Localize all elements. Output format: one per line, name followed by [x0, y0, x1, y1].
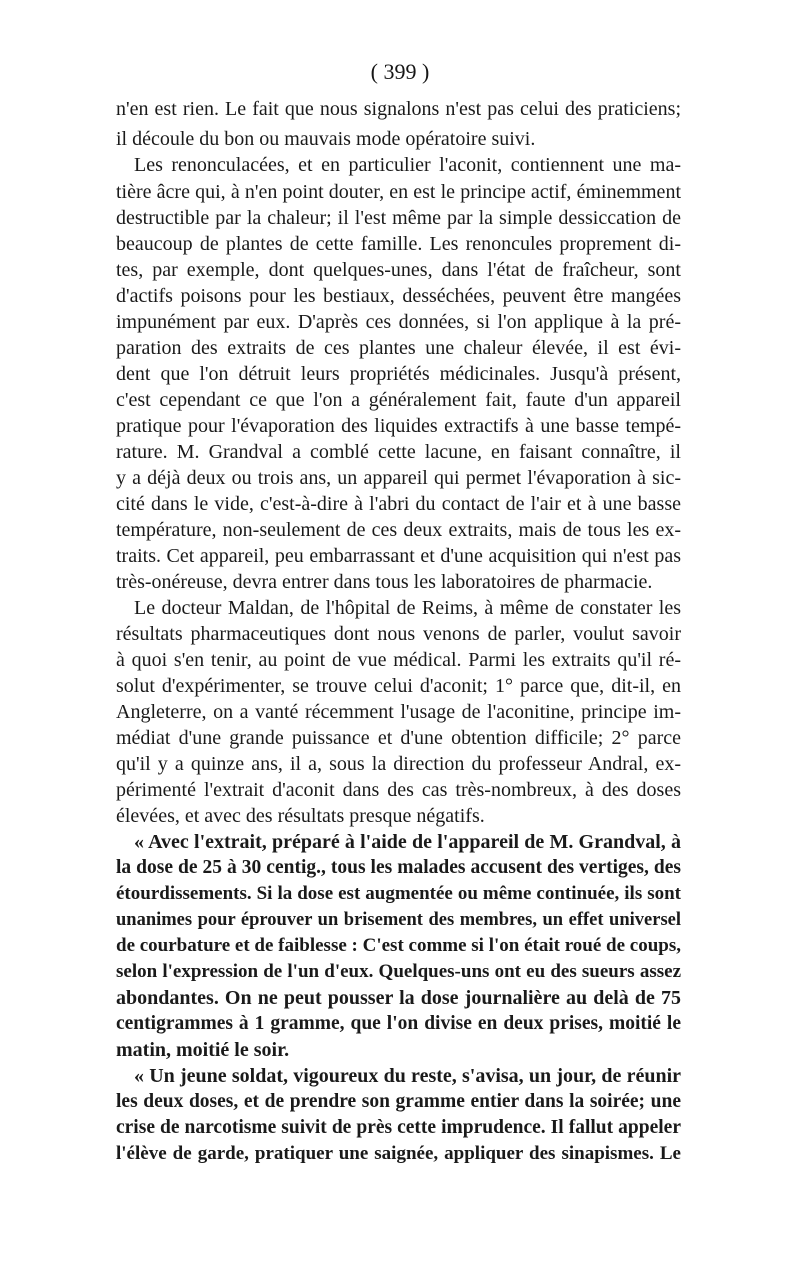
text-line: tière âcre qui, à n'en point douter, en est le principe actif, éminemment [116, 181, 681, 203]
text-line: traits. Cet appareil, peu embarrassant et d'une acquisition qui n'est pas [116, 545, 681, 567]
text-line: à quoi s'en tenir, au point de vue médical. Parmi les extraits qu'il ré- [116, 649, 681, 671]
text-line: centigrammes à 1 gramme, que l'on divise en deux prises, moitié le [116, 1013, 681, 1034]
text-line: rature. M. Grandval a comblé cette lacune, en faisant connaître, il [116, 441, 681, 463]
text-line: étourdissements. Si la dose est augmentée ou même continuée, ils sont [116, 883, 681, 904]
text-line: destructible par la chaleur; il l'est même par la simple dessiccation de [116, 207, 681, 229]
text-line: périmenté l'extrait d'aconit dans des cas très-nombreux, à des doses [116, 779, 681, 801]
text-line: résultats pharmaceutiques dont nous venons de parler, voulut savoir [116, 623, 681, 645]
text-line: pratique pour l'évaporation des liquides extractifs à une basse tempé- [116, 415, 681, 437]
body-text [116, 0, 681, 1262]
text-line: y a déjà deux ou trois ans, un appareil qui permet l'évaporation à sic- [116, 467, 681, 489]
text-line: selon l'expression de l'un d'eux. Quelques-uns ont eu des sueurs assez [116, 961, 681, 982]
text-line: de courbature et de faiblesse : C'est comme si l'on était roué de coups, [116, 935, 681, 956]
text-line: tes, par exemple, dont quelques-unes, dans l'état de fraîcheur, sont [116, 259, 681, 281]
text-line: c'est cependant ce que l'on a généralement fait, faute d'un appareil [116, 389, 681, 411]
text-line: élevées, et avec des résultats presque négatifs. [116, 805, 485, 827]
text-line: très-onéreuse, devra entrer dans tous les laboratoires de pharmacie. [116, 571, 653, 593]
text-line: d'actifs poisons pour les bestiaux, desséchées, peuvent être mangées [116, 285, 681, 307]
text-line: l'élève de garde, pratiquer une saignée, appliquer des sinapismes. Le [116, 1143, 681, 1164]
text-line: unanimes pour éprouver un brisement des membres, un effet universel [116, 910, 681, 930]
page-number: ( 399 ) [370, 59, 430, 84]
text-line: abondantes. On ne peut pousser la dose journalière au delà de 75 [116, 987, 681, 1009]
text-line: Angleterre, on a vanté récemment l'usage de l'aconitine, principe im- [116, 701, 681, 723]
text-line: n'en est rien. Le fait que nous signalons n'est pas celui des praticiens; [116, 98, 681, 120]
text-line: qu'il y a quinze ans, il a, sous la direction du professeur Andral, ex- [116, 753, 681, 775]
text-line: impunément par eux. D'après ces données, si l'on applique à la pré- [116, 311, 681, 333]
text-line: la dose de 25 à 30 centig., tous les malades accusent des vertiges, des [116, 857, 681, 878]
text-line: « Un jeune soldat, vigoureux du reste, s'avisa, un jour, de réunir [134, 1065, 681, 1087]
text-line: beaucoup de plantes de cette famille. Les renoncules proprement di- [116, 233, 681, 255]
text-line: médiat d'une grande puissance et d'une obtention difficile; 2° parce [116, 727, 681, 749]
text-line: température, non-seulement de ces deux extraits, mais de tous les ex- [116, 519, 681, 541]
text-line: dent que l'on détruit leurs propriétés médicinales. Jusqu'à présent, [116, 363, 681, 385]
text-line: les deux doses, et de prendre son gramme entier dans la soirée; une [116, 1091, 681, 1112]
text-line: « Avec l'extrait, préparé à l'aide de l'appareil de M. Grandval, à [134, 831, 681, 853]
text-line: crise de narcotisme suivit de près cette imprudence. Il fallut appeler [116, 1117, 681, 1138]
text-line: solut d'expérimenter, se trouve celui d'aconit; 1° parce que, dit-il, en [116, 675, 681, 697]
text-line: Le docteur Maldan, de l'hôpital de Reims, à même de constater les [134, 597, 681, 619]
text-line: matin, moitié le soir. [116, 1039, 290, 1061]
text-line: paration des extraits de ces plantes une chaleur élevée, il est évi- [116, 337, 681, 359]
text-line: il découle du bon ou mauvais mode opératoire suivi. [116, 128, 536, 150]
text-line: cité dans le vide, c'est-à-dire à l'abri du contact de l'air et à une basse [116, 493, 681, 515]
text-line: Les renonculacées, et en particulier l'aconit, contiennent une ma- [134, 154, 681, 176]
